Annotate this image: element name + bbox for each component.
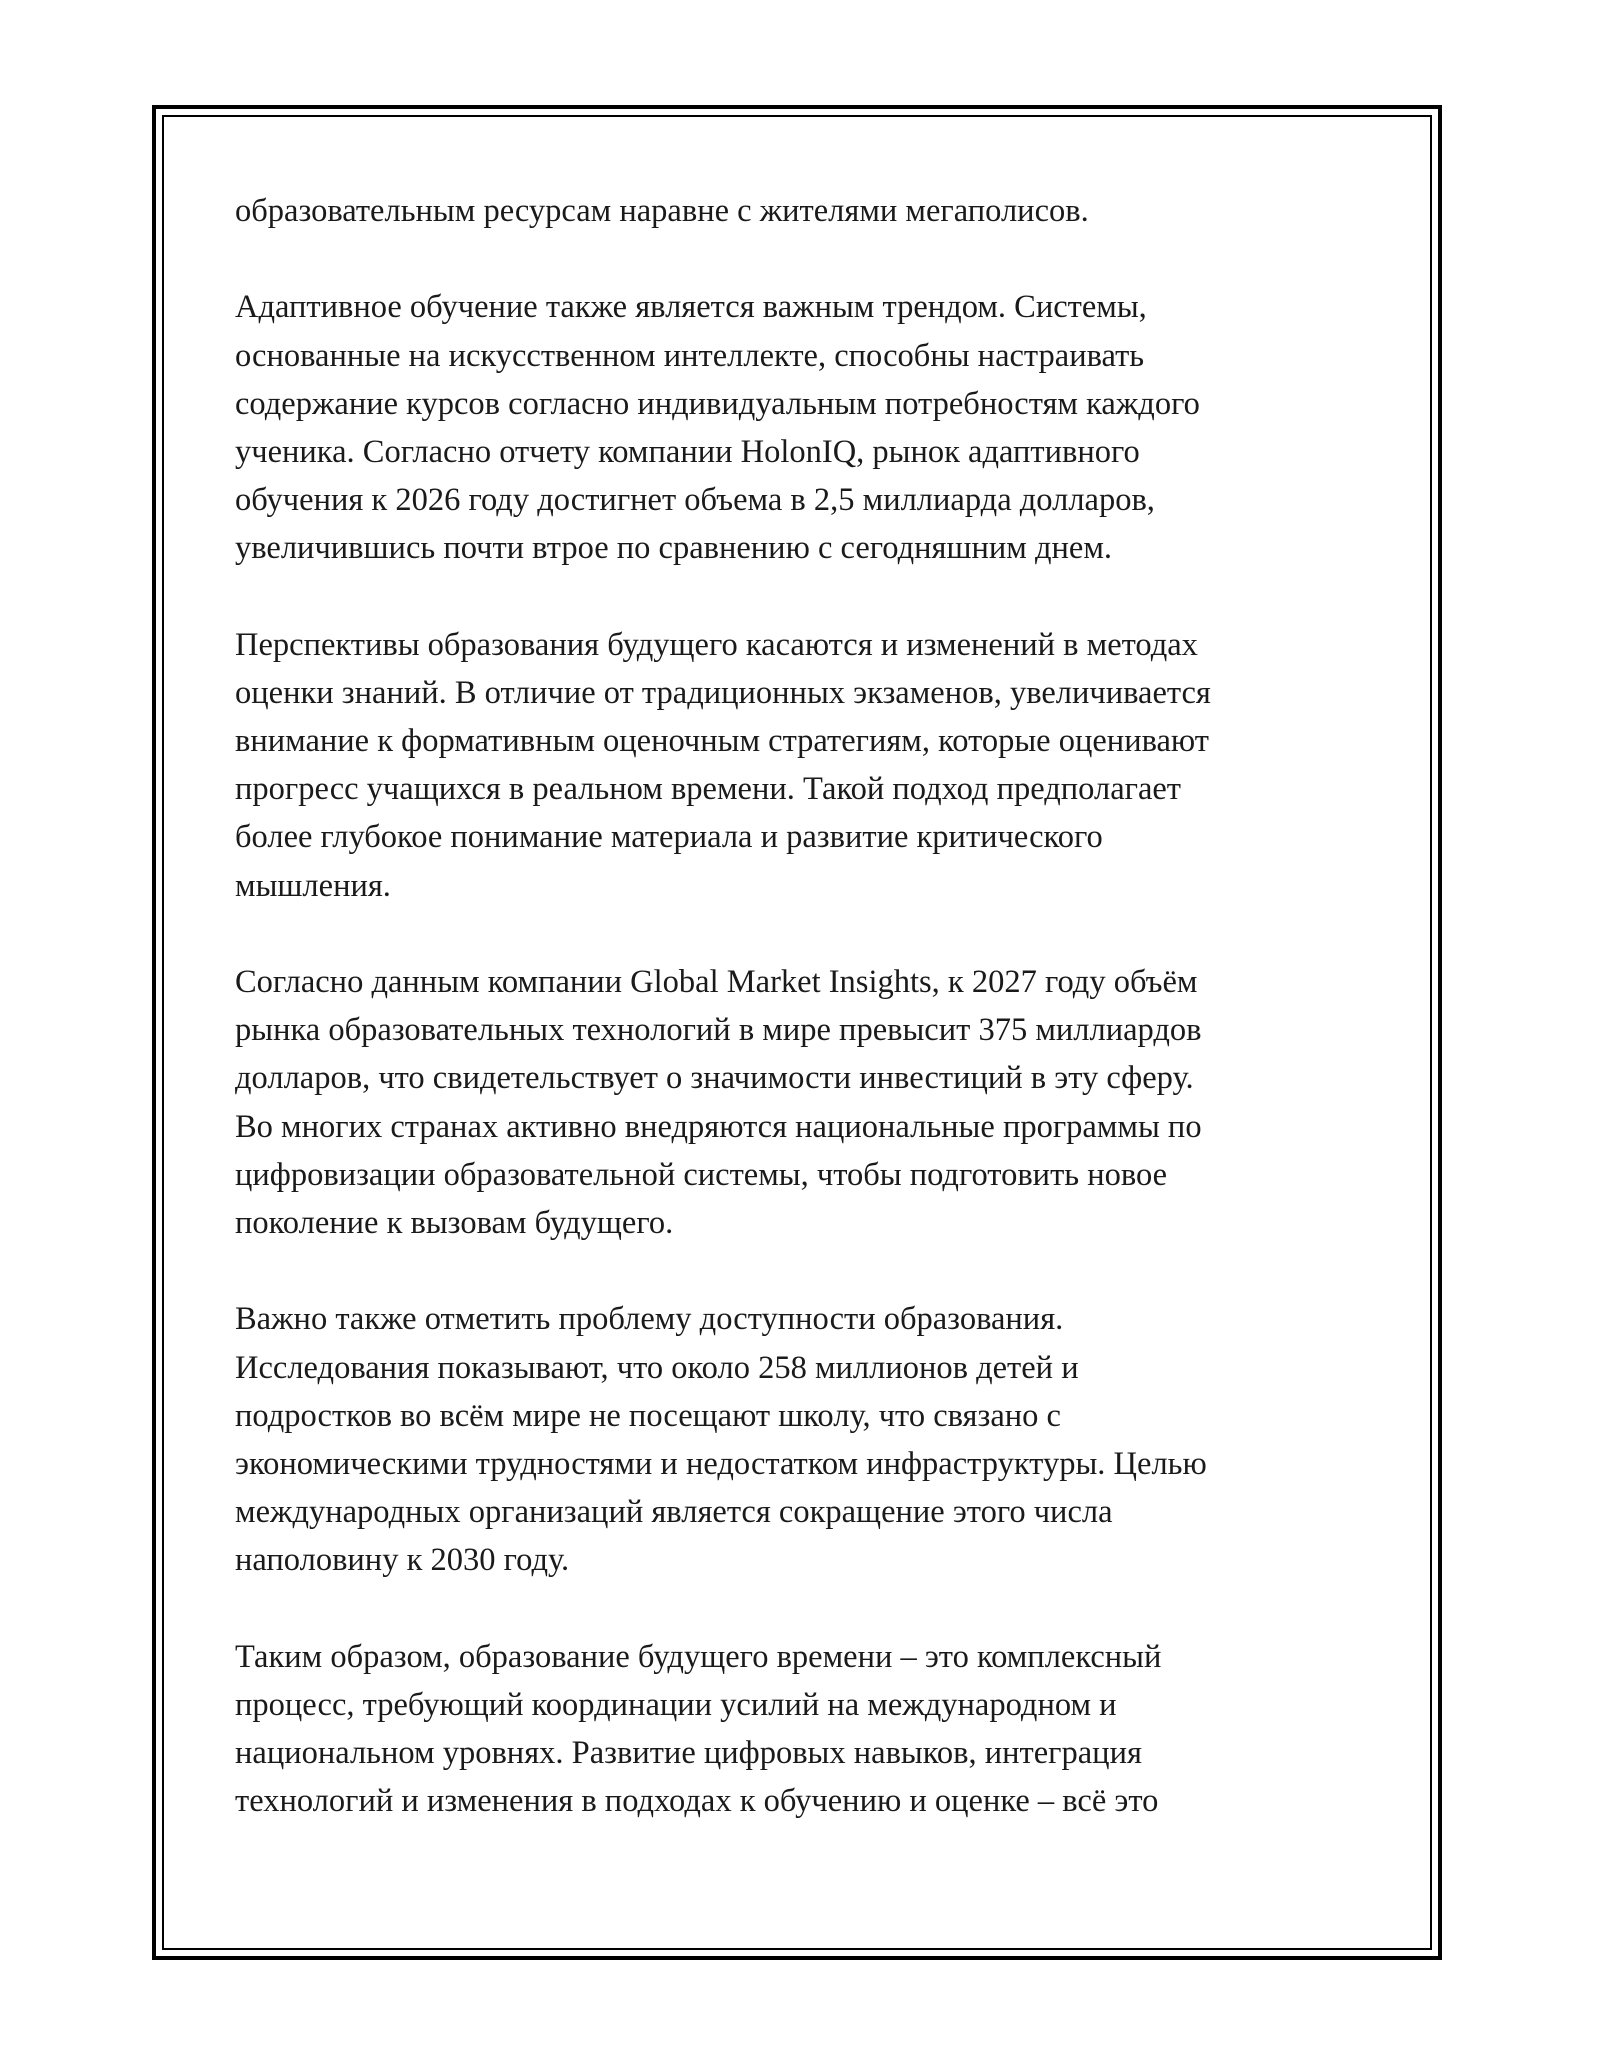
text-line: Исследования показывают, что около 258 миллионов детей и — [235, 1349, 1079, 1386]
text-line: технологий и изменения в подходах к обучению и оценке – всё это — [235, 1783, 1159, 1820]
text-line: рынка образовательных технологий в мире превысит 375 миллиардов — [235, 1012, 1202, 1049]
text-line: международных организаций является сокращение этого числа — [235, 1494, 1113, 1531]
text-line: оценки знаний. В отличие от традиционных экзаменов, увеличивается — [235, 674, 1211, 711]
text-line: Таким образом, образование будущего времени – это комплексный — [235, 1638, 1162, 1675]
text-line: основанные на искусственном интеллекте, способны настраивать — [235, 337, 1145, 374]
text-line: национальном уровнях. Развитие цифровых навыков, интеграция — [235, 1735, 1142, 1771]
paragraph — [235, 621, 1365, 910]
text-line: Во многих странах активно внедряются национальные программы по — [235, 1108, 1202, 1145]
text-line: содержание курсов согласно индивидуальным потребностям каждого — [235, 385, 1200, 422]
text-line: Адаптивное обучение также является важным трендом. Системы, — [235, 289, 1147, 326]
text-line: цифровизации образовательной системы, чтобы подготовить новое — [235, 1156, 1168, 1193]
text-line: более глубокое понимание материала и развитие критического — [235, 819, 1103, 856]
paragraph-gap — [235, 235, 1365, 283]
text-line: экономическими трудностями и недостатком инфраструктуры. Целью — [235, 1445, 1207, 1482]
text-line: увеличившись почти втрое по сравнению с сегодняшним днем. — [235, 530, 1113, 567]
text-line: обучения к 2026 году достигнет объема в 2,5 миллиарда долларов, — [235, 482, 1155, 519]
text-line: внимание к формативным оценочным стратегиям, которые оценивают — [235, 723, 1209, 760]
paragraph — [235, 1295, 1365, 1584]
text-line: образовательным ресурсам наравне с жителями мегаполисов. — [235, 193, 1089, 229]
text-line: наполовину к 2030 году. — [235, 1542, 570, 1579]
paragraph-gap — [235, 573, 1365, 621]
text-line: прогресс учащихся в реальном времени. Такой подход предполагает — [235, 771, 1182, 808]
text-line: Согласно данным компании Global Market Insights, к 2027 году объём — [235, 964, 1198, 1000]
paragraph-gap — [235, 1247, 1365, 1295]
paragraph-gap — [235, 910, 1365, 958]
paragraph — [235, 283, 1365, 572]
paragraph — [235, 1633, 1365, 1826]
paragraph — [235, 958, 1365, 1247]
text-line: поколение к вызовам будущего. — [235, 1204, 674, 1241]
text-line: процесс, требующий координации усилий на международном и — [235, 1686, 1117, 1723]
paragraph — [235, 187, 1365, 235]
text-line: Важно также отметить проблему доступности образования. — [235, 1301, 1064, 1338]
document-body — [235, 187, 1365, 1825]
text-line: Перспективы образования будущего касаются и изменений в методах — [235, 626, 1198, 663]
text-line: подростков во всём мире не посещают школу, что связано с — [235, 1397, 1061, 1434]
text-line: ученика. Согласно отчету компании HolonIQ, рынок адаптивного — [235, 433, 1140, 470]
paragraph-gap — [235, 1584, 1365, 1632]
text-line: долларов, что свидетельствует о значимости инвестиций в эту сферу. — [235, 1060, 1194, 1097]
text-line: мышления. — [235, 867, 391, 904]
